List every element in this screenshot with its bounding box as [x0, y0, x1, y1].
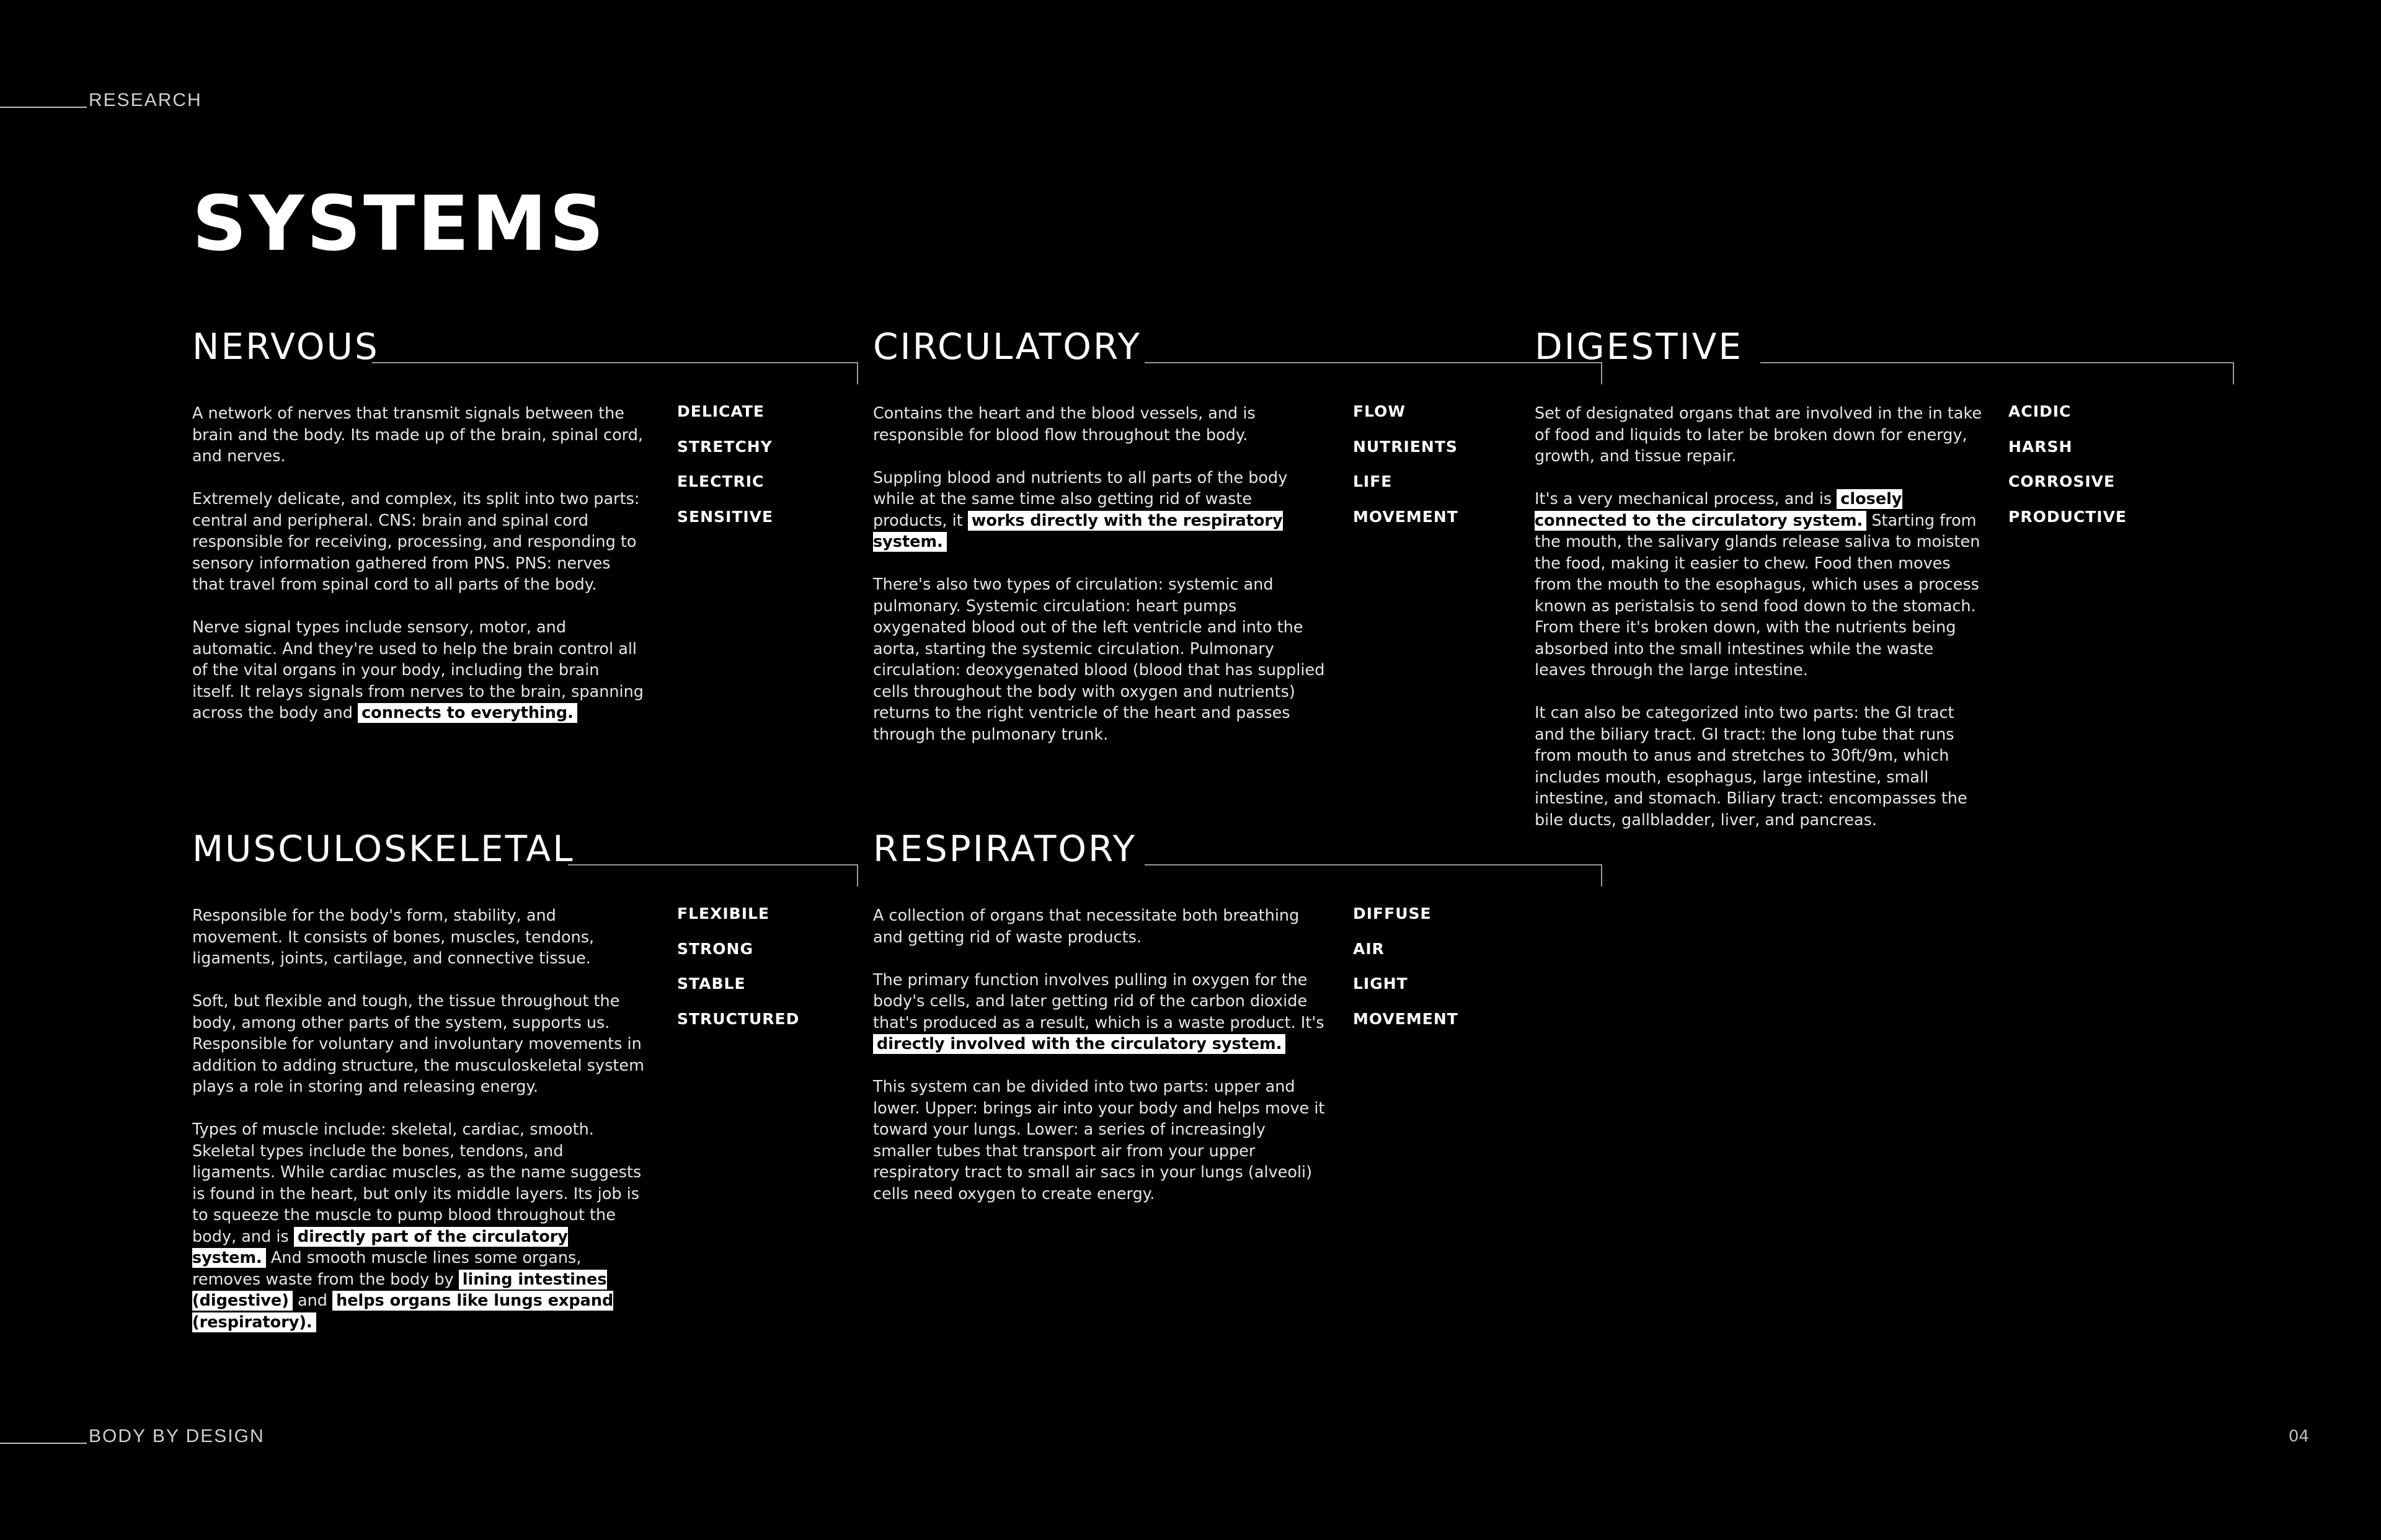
section-rule: [1145, 362, 1602, 384]
paragraph: There's also two types of circulation: systemic and pulmonary. Systemic circulation: heart pumps oxygenated blood out of the left ventricle and into the aorta, starting the systemic circulation. Pulmonary circulation: deoxygenated blood (blood that has supplied cells throughout the body with oxygen and nutrients) returns to the right ventricle of the heart and passes through the pulmonary trunk.: [873, 575, 1325, 744]
paragraph: Nerve signal types include sensory, motor, and automatic. And they're used to help the brain control all of the vital organs in your body, including the brain itself. It relays signals from nerves to the brain, spanning across the body and connects to everything.: [192, 618, 644, 722]
paragraph: Set of designated organs that are involved in the in take of food and liquids to later be broken down for energy, growth, and tissue repair.: [1535, 404, 1982, 466]
section-rule: [372, 362, 858, 384]
tag: MOVEMENT: [1353, 1009, 1458, 1028]
tag: FLEXIBILE: [677, 905, 770, 923]
header-rule: [0, 107, 87, 108]
tag-list: [677, 403, 773, 543]
footer-label: BODY BY DESIGN: [89, 1426, 265, 1446]
paragraph: This system can be divided into two parts: upper and lower. Upper: brings air into your body and helps move it toward your lungs. Lower: a series of increasingly smaller tubes that transport air from your upper respiratory tract to small air sacs in your lungs (alveoli) cells need oxygen to create energy.: [873, 1078, 1325, 1203]
section-body: [192, 403, 645, 745]
section-rule: [1145, 864, 1602, 887]
paragraph: Responsible for the body's form, stability, and movement. It consists of bones, muscles, tendons, ligaments, joints, cartilage, and connective tissue.: [192, 906, 595, 968]
section-title: RESPIRATORY: [873, 828, 1137, 870]
tag: CORROSIVE: [2008, 472, 2116, 490]
tag-list: [2008, 403, 2127, 543]
tag: STRETCHY: [677, 437, 773, 456]
paragraph: Suppling blood and nutrients to all parts of the body while at the same time also getting rid of waste products, it works directly with the respiratory system.: [873, 468, 1288, 551]
highlight: works directly with the respiratory system.: [873, 511, 1283, 551]
section-rule: [568, 864, 858, 887]
tag: DIFFUSE: [1353, 905, 1432, 923]
header-label: RESEARCH: [89, 90, 202, 110]
tag: LIFE: [1353, 472, 1393, 490]
tag: NUTRIENTS: [1353, 437, 1458, 456]
tag: PRODUCTIVE: [2008, 507, 2127, 526]
paragraph: It's a very mechanical process, and is closely connected to the circulatory system. Starting from the mouth, the salivary glands release saliva to moisten the food, making it easier to chew. Food then moves from the mouth to the esophagus, which uses a process known as peristalsis to send food down to the stomach. From there it's broken down, with the nutrients being absorbed into the small intestines while the waste leaves through the large intestine.: [1535, 490, 1980, 679]
page-number: 04: [2288, 1427, 2309, 1446]
tag: STABLE: [677, 975, 746, 993]
paragraph: A collection of organs that necessitate both breathing and getting rid of waste products.: [873, 906, 1300, 947]
tag: AIR: [1353, 939, 1385, 958]
tag: MOVEMENT: [1353, 507, 1458, 526]
tag: STRUCTURED: [677, 1009, 800, 1028]
paragraph: A network of nerves that transmit signals between the brain and the body. Its made up of the brain, spinal cord, and nerves.: [192, 404, 644, 466]
section-body: [873, 905, 1326, 1226]
paragraph: It can also be categorized into two parts: the GI tract and the biliary tract. GI tract: the long tube that runs from mouth to anus and stretches to 30ft/9m, which includes mouth, esophagus, large intestine, small intestine, and stomach. Biliary tract: encompasses the bile ducts, gallbladder, liver, and pancreas.: [1535, 704, 1967, 830]
highlight: directly part of the circulatory system.: [192, 1227, 568, 1267]
paragraph: Extremely delicate, and complex, its split into two parts: central and peripheral. CNS: brain and spinal cord responsible for receiving, processing, and responding to sensory information gathered from PNS. PNS: nerves that travel from spinal cord to all parts of the body.: [192, 490, 640, 594]
highlight: directly involved with the circulatory system.: [873, 1034, 1285, 1054]
tag: ELECTRIC: [677, 472, 765, 490]
paragraph: Contains the heart and the blood vessels, and is responsible for blood flow throughout the body.: [873, 404, 1256, 445]
highlight: helps organs like lungs expand (respiratory).: [192, 1291, 614, 1332]
section-title: MUSCULOSKELETAL: [192, 828, 575, 870]
section-body: [1535, 403, 1987, 852]
tag: STRONG: [677, 939, 754, 958]
section-title: DIGESTIVE: [1535, 325, 1744, 368]
section-title: CIRCULATORY: [873, 325, 1142, 368]
tag-list: [1353, 403, 1458, 543]
highlight: closely connected to the circulatory system.: [1535, 490, 1902, 530]
paragraph: Types of muscle include: skeletal, cardiac, smooth. Skeletal types include the bones, tendons, and ligaments. While cardiac muscles, as the name suggests is found in the heart, but only its middle layers. Its job is to squeeze the muscle to pump blood throughout the body, and is directly part of the circulatory system. And smooth muscle lines some organs, removes waste from the body by lining intestines (digestive) and helps organs like lungs expand (respiratory).: [192, 1120, 642, 1332]
tag: FLOW: [1353, 402, 1406, 420]
paragraph: Soft, but flexible and tough, the tissue throughout the body, among other parts of the system, supports us. Responsible for voluntary and involuntary movements in addition to adding structure, the musculoskeletal system plays a role in storing and releasing energy.: [192, 992, 644, 1096]
tag-list: [677, 905, 799, 1045]
highlight: connects to everything.: [358, 703, 577, 723]
section-rule: [1760, 362, 2234, 384]
section-body: [192, 905, 645, 1355]
tag: SENSITIVE: [677, 507, 774, 526]
tag: DELICATE: [677, 402, 765, 420]
section-body: [873, 403, 1326, 767]
tag-list: [1353, 905, 1458, 1045]
highlight: lining intestines (digestive): [192, 1270, 607, 1310]
tag: HARSH: [2008, 437, 2073, 456]
footer-rule: [0, 1443, 87, 1444]
tag: ACIDIC: [2008, 402, 2072, 420]
page-title: SYSTEMS: [192, 180, 606, 268]
section-title: NERVOUS: [192, 325, 379, 368]
paragraph: The primary function involves pulling in oxygen for the body's cells, and later getting rid of the carbon dioxide that's produced as a result, which is a waste product. It's directly involved with the circulatory system.: [873, 970, 1324, 1053]
tag: LIGHT: [1353, 975, 1408, 993]
